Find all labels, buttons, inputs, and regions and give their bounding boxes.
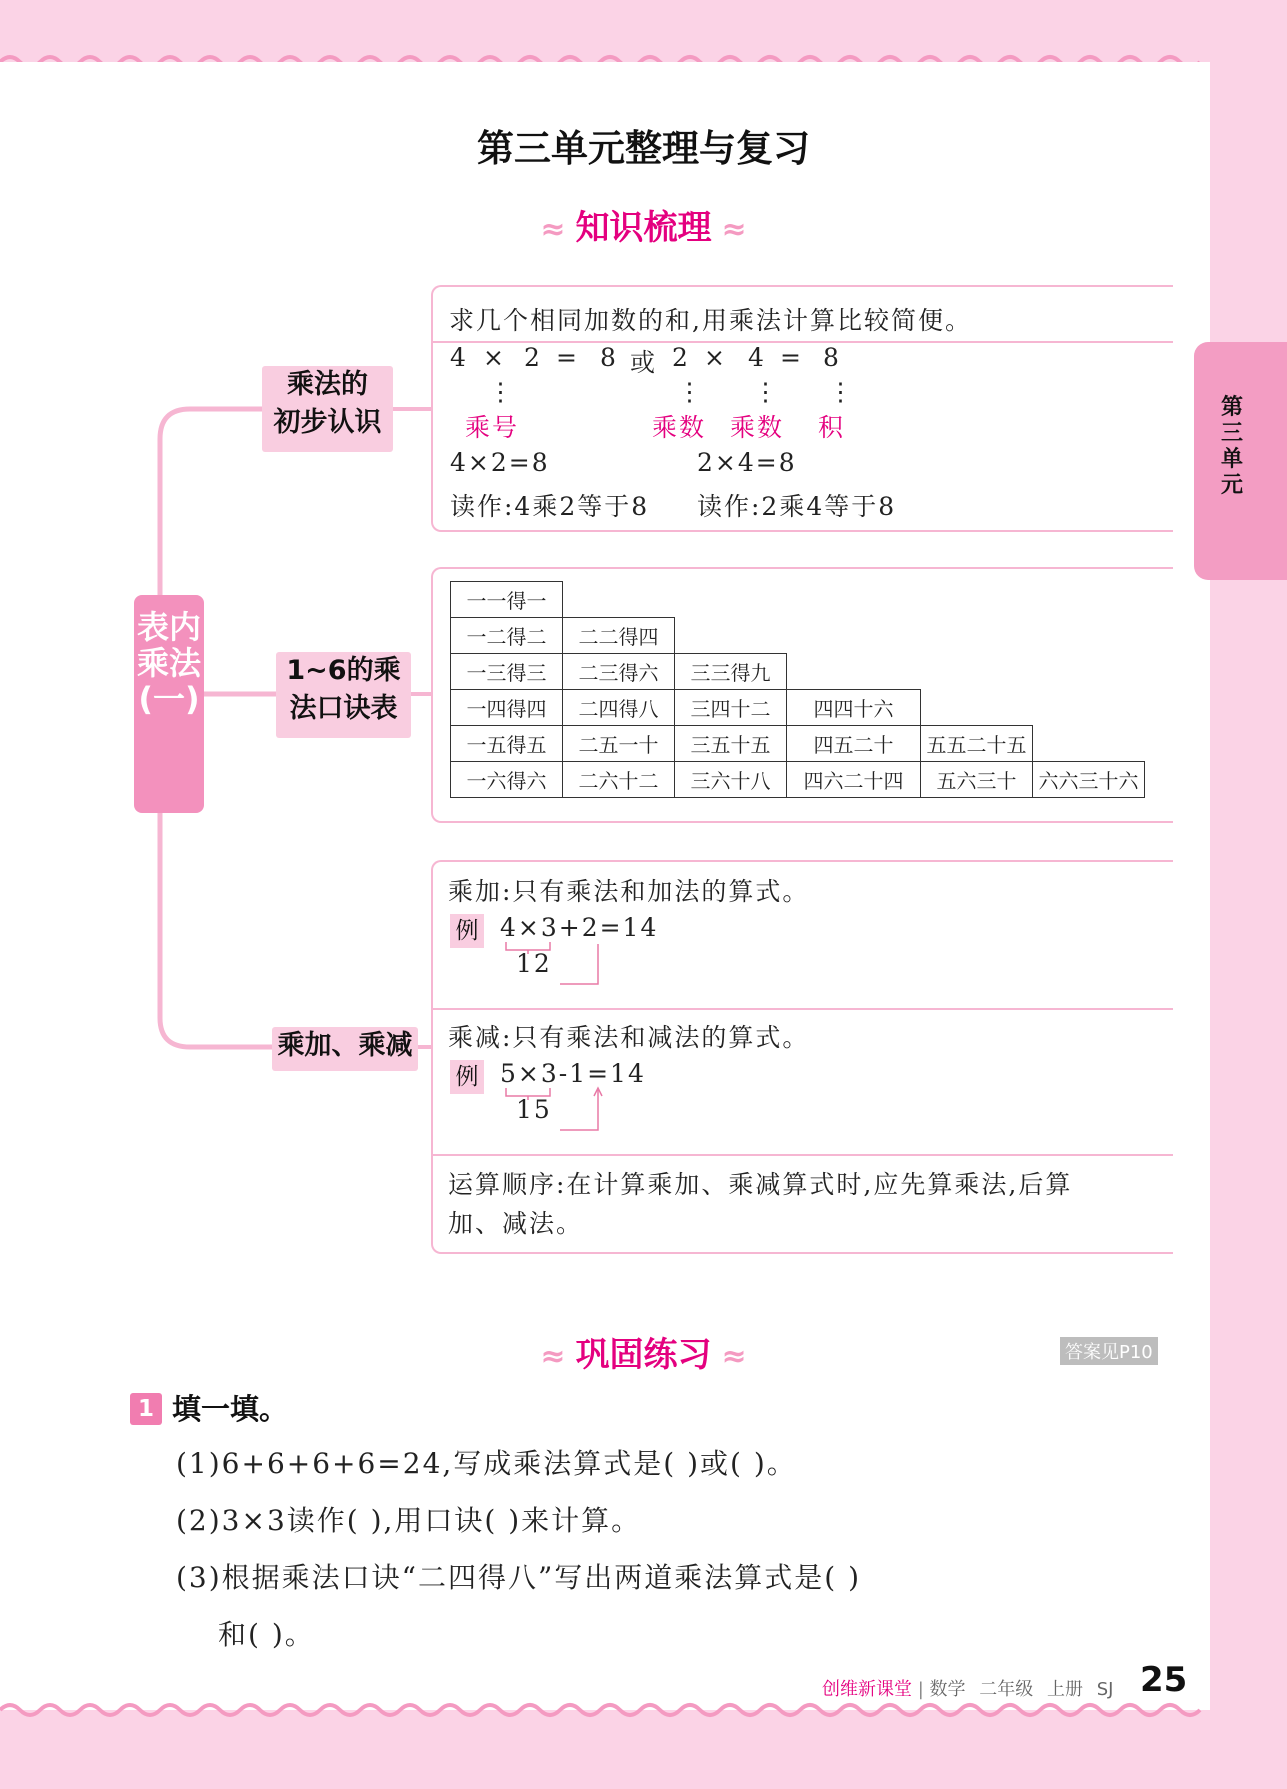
- reading-1: 读作:4乘2等于8: [450, 492, 650, 521]
- node-line: 乘法的: [287, 369, 368, 400]
- table-cell: 三五十五: [675, 726, 787, 762]
- intro-text: 求几个相同加数的和,用乘法计算比较简便。: [449, 306, 972, 335]
- equation-2: 2×4=8: [697, 448, 797, 477]
- order-rule-line2: 加、减法。: [448, 1209, 584, 1238]
- table-cell: 一五得五: [451, 726, 563, 762]
- eq-token: 2: [672, 343, 690, 372]
- question-item-3: (3)根据乘法口诀“二四得八”写出两道乘法算式是( ): [176, 1561, 862, 1594]
- pointer-dots: ⋮: [753, 377, 780, 406]
- example-tag: 例: [450, 914, 484, 948]
- eq-token: ×: [483, 343, 506, 372]
- table-cell: 一二得二: [451, 618, 563, 654]
- pointer-dots: ⋮: [488, 377, 515, 406]
- label-factor: 乘数: [730, 413, 785, 442]
- node-line: 初步认识: [273, 407, 382, 438]
- table-cell: 一四得四: [451, 690, 563, 726]
- mult-add-partial: 12: [516, 949, 552, 978]
- eq-token: =: [556, 343, 579, 372]
- wave-deco-icon: ≈: [721, 1339, 747, 1374]
- reading-2: 读作:2乘4等于8: [697, 492, 897, 521]
- label-multiplication-sign: 乘号: [465, 413, 520, 442]
- eq-token: 8: [600, 343, 618, 372]
- mult-add-bracket: [500, 940, 610, 986]
- order-rule-line1: 运算顺序:在计算乘加、乘减算式时,应先算乘法,后算: [448, 1170, 1073, 1199]
- table-cell: 五六三十: [921, 762, 1033, 798]
- node-multiplication-intro: [262, 366, 393, 452]
- table-row: [451, 582, 1145, 618]
- question-item-1: (1)6+6+6+6=24,写成乘法算式是( )或( )。: [176, 1447, 797, 1480]
- eq-token: 4: [748, 343, 766, 372]
- table-cell: 五五二十五: [921, 726, 1033, 762]
- answer-reference-badge: 答案见P10: [1060, 1337, 1158, 1365]
- table-cell: 二四得八: [563, 690, 675, 726]
- mult-sub-example: 5×3-1=14: [500, 1059, 646, 1088]
- wave-deco-icon: ≈: [540, 212, 566, 247]
- example-tag: 例: [450, 1060, 484, 1094]
- node-table-1-6: [276, 652, 411, 738]
- page-number: 25: [1140, 1660, 1188, 1700]
- table-cell: 三四十二: [675, 690, 787, 726]
- multiplication-table: [450, 581, 1145, 798]
- page-title: 第三单元整理与复习: [477, 127, 810, 170]
- table-cell: 三三得九: [675, 654, 787, 690]
- mindmap-root: 表内乘法(一): [134, 595, 204, 813]
- eq-token: 2: [524, 343, 542, 372]
- node-line: 1~6的乘: [286, 655, 401, 686]
- mult-sub-definition: 乘减:只有乘法和减法的算式。: [448, 1023, 810, 1052]
- node-line: 法口诀表: [289, 693, 398, 724]
- wave-deco-icon: ≈: [721, 212, 747, 247]
- table-row: [451, 618, 1145, 654]
- table-row: [451, 762, 1145, 798]
- mult-add-example: 4×3+2=14: [500, 913, 659, 942]
- section-label: 巩固练习: [575, 1335, 712, 1375]
- table-cell: 二五一十: [563, 726, 675, 762]
- table-cell: 四四十六: [787, 690, 921, 726]
- table-row: [451, 690, 1145, 726]
- table-cell: 四六二十四: [787, 762, 921, 798]
- side-tab-label: 第三单元: [1220, 395, 1243, 498]
- table-cell: 三六十八: [675, 762, 787, 798]
- eq-token: =: [780, 343, 803, 372]
- eq-token: 4: [450, 343, 468, 372]
- question-title: 填一填。: [172, 1392, 289, 1426]
- table-cell: 二六十二: [563, 762, 675, 798]
- footer-info: 创维新课堂 | 数学 二年级 上册 SJ: [822, 1679, 1114, 1700]
- table-cell: 一三得三: [451, 654, 563, 690]
- pointer-dots: ⋮: [828, 377, 855, 406]
- table-row: [451, 654, 1145, 690]
- box-separator: [433, 1008, 1173, 1010]
- mult-sub-bracket: [500, 1086, 610, 1132]
- table-row: [451, 726, 1145, 762]
- section-label: 知识梳理: [575, 208, 712, 248]
- eq-token: 8: [823, 343, 841, 372]
- mult-sub-partial: 15: [516, 1095, 552, 1124]
- footer-grade: 二年级: [979, 1679, 1034, 1700]
- node-mult-add-sub: 乘加、乘减: [272, 1027, 418, 1071]
- table-cell: 一六得六: [451, 762, 563, 798]
- footer-brand: 创维新课堂: [822, 1679, 912, 1700]
- eq-token: 或: [630, 348, 658, 377]
- table-cell: 二三得六: [563, 654, 675, 690]
- table-cell: 六六三十六: [1033, 762, 1145, 798]
- box-separator: [433, 341, 1173, 343]
- mult-add-definition: 乘加:只有乘法和加法的算式。: [448, 877, 810, 906]
- question-item-3-continued: 和( )。: [218, 1618, 315, 1651]
- label-product: 积: [818, 413, 846, 442]
- eq-token: ×: [704, 343, 727, 372]
- table-cell: 二二得四: [563, 618, 675, 654]
- table-cell: 一一得一: [451, 582, 563, 618]
- footer-volume: 上册: [1046, 1679, 1083, 1700]
- question-item-2: (2)3×3读作( ),用口诀( )来计算。: [176, 1504, 642, 1537]
- table-cell: 四五二十: [787, 726, 921, 762]
- box-separator: [433, 1154, 1173, 1156]
- wave-deco-icon: ≈: [540, 1339, 566, 1374]
- question-number-badge: 1: [130, 1393, 162, 1425]
- footer-subject: 数学: [929, 1679, 966, 1700]
- pointer-dots: ⋮: [677, 377, 704, 406]
- label-factor: 乘数: [652, 413, 707, 442]
- equation-1: 4×2=8: [450, 448, 550, 477]
- footer-edition: SJ: [1096, 1679, 1114, 1700]
